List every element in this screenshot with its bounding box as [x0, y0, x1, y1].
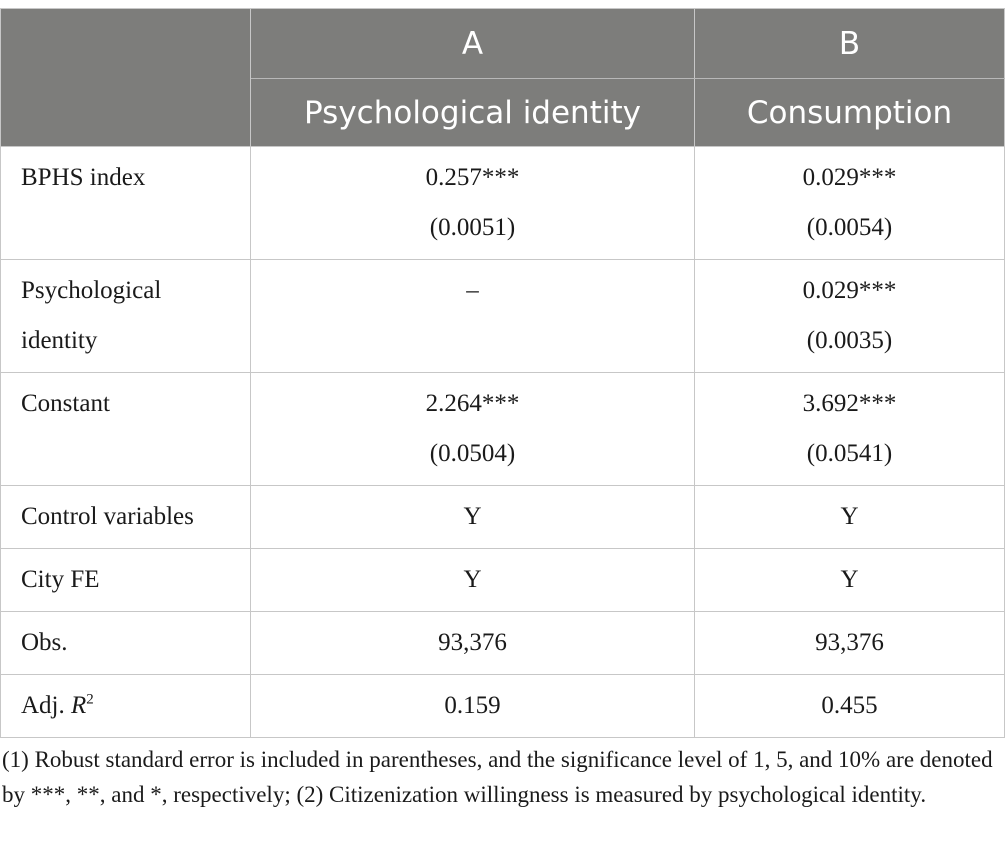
table-row-adj-r2: [1, 675, 1005, 738]
header-group-b: B: [695, 9, 1005, 79]
header-corner-lower: [1, 79, 251, 147]
row-label-prefix: Adj.: [21, 692, 71, 719]
cell-a: Y: [251, 549, 695, 612]
cell-b: 93,376: [695, 612, 1005, 675]
row-label: BPHS index: [1, 147, 251, 260]
header-row-columns: [1, 79, 1005, 147]
coefficient: 0.029***: [802, 277, 897, 304]
cell-a: [251, 147, 695, 260]
table-body: [1, 147, 1005, 738]
standard-error: (0.0541): [806, 440, 893, 467]
row-label-variable: R: [71, 692, 87, 719]
coefficient: –: [466, 277, 479, 304]
table-header: [1, 9, 1005, 147]
row-label: [1, 675, 251, 738]
row-label: Control variables: [1, 486, 251, 549]
row-label-line-2: identity: [21, 327, 98, 354]
table-row-control-variables: [1, 486, 1005, 549]
coefficient: 3.692***: [802, 390, 897, 417]
cell-a: [251, 260, 695, 373]
standard-error: (0.0051): [429, 214, 516, 241]
cell-a: 93,376: [251, 612, 695, 675]
table-row-constant: [1, 373, 1005, 486]
regression-table: [0, 8, 1005, 738]
header-column-consumption: Consumption: [695, 79, 1005, 147]
row-label-line-1: Psychological: [21, 277, 162, 304]
cell-b: 0.455: [695, 675, 1005, 738]
cell-b: [695, 373, 1005, 486]
table-row-city-fe: [1, 549, 1005, 612]
header-corner: [1, 9, 251, 79]
table-row-bphs-index: [1, 147, 1005, 260]
cell-a: 0.159: [251, 675, 695, 738]
row-label: Constant: [1, 373, 251, 486]
header-column-psychological-identity: Psychological identity: [251, 79, 695, 147]
standard-error: (0.0054): [806, 214, 893, 241]
row-label: Obs.: [1, 612, 251, 675]
cell-a: [251, 373, 695, 486]
header-row-groups: [1, 9, 1005, 79]
table-row-obs: [1, 612, 1005, 675]
header-group-a: A: [251, 9, 695, 79]
standard-error: (0.0035): [806, 327, 893, 354]
row-label-superscript: 2: [86, 691, 94, 708]
table-footnote: (1) Robust standard error is included in parentheses, and the significance level of 1, 5, and 10% are denoted by ***, **, and *, respectively; (2) Citizenization willingness is measured by psychological identity.: [2, 747, 993, 807]
coefficient: 0.257***: [425, 164, 520, 191]
coefficient: 0.029***: [802, 164, 897, 191]
row-label: City FE: [1, 549, 251, 612]
cell-a: Y: [251, 486, 695, 549]
row-label: [1, 260, 251, 373]
table-row-psychological-identity: [1, 260, 1005, 373]
coefficient: 2.264***: [425, 390, 520, 417]
cell-b: Y: [695, 486, 1005, 549]
cell-b: Y: [695, 549, 1005, 612]
standard-error: (0.0504): [429, 440, 516, 467]
cell-b: [695, 147, 1005, 260]
cell-b: [695, 260, 1005, 373]
